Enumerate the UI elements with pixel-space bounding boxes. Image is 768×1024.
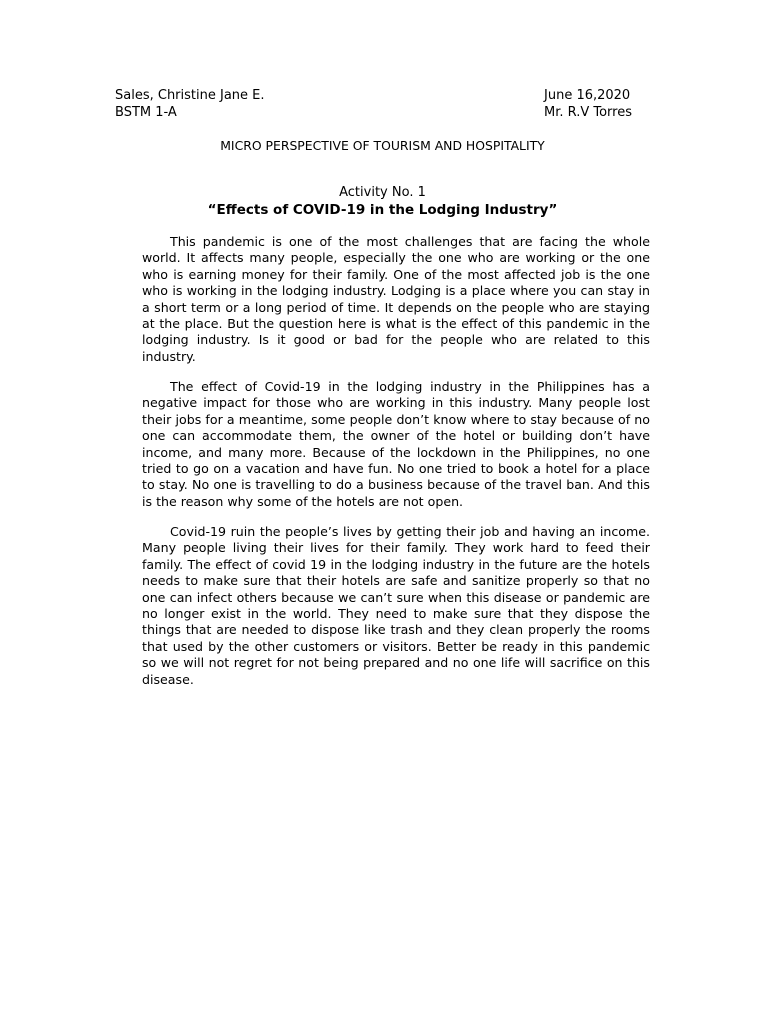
student-name: Sales, Christine Jane E. bbox=[115, 88, 265, 103]
header-row-name-date bbox=[115, 87, 650, 105]
essay-title: “Effects of COVID-19 in the Lodging Industry” bbox=[207, 202, 558, 218]
submission-date: June 16,2020 bbox=[544, 88, 631, 103]
instructor-name: Mr. R.V Torres bbox=[544, 105, 632, 120]
essay-paragraph-1: This pandemic is one of the most challenges that are facing the whole world. It affects many people, especially the one who are working or the one who is earning money for their family. One of the most affected job is the one who is working in the lodging industry. Lodging is a place where you can stay in a short term or a long period of time. It depends on the people who are staying at the place. But the question here is what is the effect of this pandemic in the lodging industry. Is it good or bad for the people who are related to this industry. bbox=[142, 234, 650, 364]
class-section: BSTM 1-A bbox=[115, 105, 177, 120]
activity-number: Activity No. 1 bbox=[339, 185, 426, 200]
essay-paragraph-3: Covid-19 ruin the people’s lives by getting their job and having an income. Many people living their lives for their family. They work hard to feed their family. The effect of covid 19 in the lodging industry in the future are the hotels needs to make sure that their hotels are safe and sanitize properly so that no one can infect others because we can’t sure when this disease or pandemic are no longer exist in the world. They need to make sure that they dispose the things that are needed to dispose like trash and they clean properly the rooms that used by the other customers or visitors. Better be ready in this pandemic so we will not regret for not being prepared and no one life will sacrifice on this disease. bbox=[142, 524, 650, 687]
course-title: MICRO PERSPECTIVE OF TOURISM AND HOSPITALITY bbox=[220, 138, 545, 153]
essay-paragraph-2: The effect of Covid-19 in the lodging industry in the Philippines has a negative impact for those who are working in this industry. Many people lost their jobs for a meantime, some people don’t know where to stay because of no one can accommodate them, the owner of the hotel or building don’t have income, and many more. Because of the lockdown in the Philippines, no one tried to go on a vacation and have fun. No one tried to book a hotel for a place to stay. No one is travelling to do a business because of the travel ban. And this is the reason why some of the hotels are not open. bbox=[142, 379, 650, 509]
header-row-section-instructor bbox=[115, 104, 650, 122]
